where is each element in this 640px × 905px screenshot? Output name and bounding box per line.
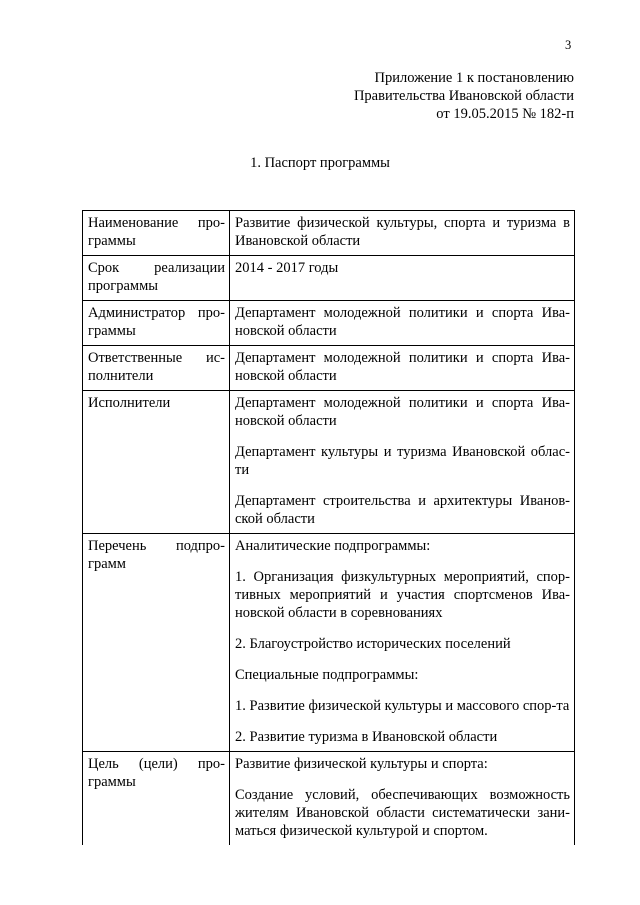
row-value xyxy=(230,752,575,846)
value-paragraph: Департамент молодежной политики и спорта Ива-новской области xyxy=(235,350,570,384)
value-paragraph: 2014 - 2017 годы xyxy=(235,260,339,276)
table-row-responsible xyxy=(83,346,575,391)
value-paragraph: Создание условий, обеспечивающих возможность жителям Ивановской области систематически зани-маться физической культурой и спортом. xyxy=(235,787,570,839)
table-row-executors xyxy=(83,391,575,534)
row-label: Администратор про-граммы xyxy=(83,301,230,346)
row-value xyxy=(230,346,575,391)
value-paragraph: Аналитические подпрограммы: xyxy=(235,538,431,554)
row-value xyxy=(230,534,575,752)
value-paragraph: Развитие физической культуры, спорта и туризма в Ивановской области xyxy=(235,215,570,249)
row-label: Наименование про-граммы xyxy=(83,211,230,256)
appendix-header xyxy=(354,69,574,123)
row-value xyxy=(230,391,575,534)
appendix-line-3: от 19.05.2015 № 182-п xyxy=(436,106,574,122)
value-paragraph: Департамент молодежной политики и спорта Ива-новской области xyxy=(235,305,570,339)
table-row-subprograms xyxy=(83,534,575,752)
value-paragraph: Специальные подпрограммы: xyxy=(235,667,419,683)
row-value xyxy=(230,301,575,346)
row-label: Ответственные ис-полнители xyxy=(83,346,230,391)
row-value xyxy=(230,256,575,301)
appendix-line-2: Правительства Ивановской области xyxy=(353,88,574,104)
page-number: 3 xyxy=(565,38,572,52)
row-label: Исполнители xyxy=(83,391,230,534)
value-paragraph: 1. Организация физкультурных мероприятий, спор-тивных мероприятий и участия спортсменов Ива-новской области в соревнованиях xyxy=(235,569,570,621)
value-paragraph: 1. Развитие физической культуры и массового спор-та xyxy=(235,698,570,714)
value-paragraph: Департамент молодежной политики и спорта Ива-новской области xyxy=(235,395,570,429)
value-paragraph: 2. Благоустройство исторических поселений xyxy=(235,636,511,652)
row-label: Цель (цели) про-граммы xyxy=(83,752,230,846)
table-row-administrator xyxy=(83,301,575,346)
appendix-line-1: Приложение 1 к постановлению xyxy=(374,70,574,86)
program-passport-table xyxy=(82,210,575,845)
value-paragraph: Департамент культуры и туризма Ивановской облас-ти xyxy=(235,444,570,478)
table-row-name xyxy=(83,211,575,256)
table-row-term xyxy=(83,256,575,301)
table-row-goals xyxy=(83,752,575,846)
value-paragraph: Департамент строительства и архитектуры Иванов-ской области xyxy=(235,493,570,527)
row-value xyxy=(230,211,575,256)
value-paragraph: Развитие физической культуры и спорта: xyxy=(235,756,488,772)
row-label: Срок реализации программы xyxy=(83,256,230,301)
row-label: Перечень подпро-грамм xyxy=(83,534,230,752)
value-paragraph: 2. Развитие туризма в Ивановской области xyxy=(235,729,498,745)
section-title: 1. Паспорт программы xyxy=(250,155,390,171)
